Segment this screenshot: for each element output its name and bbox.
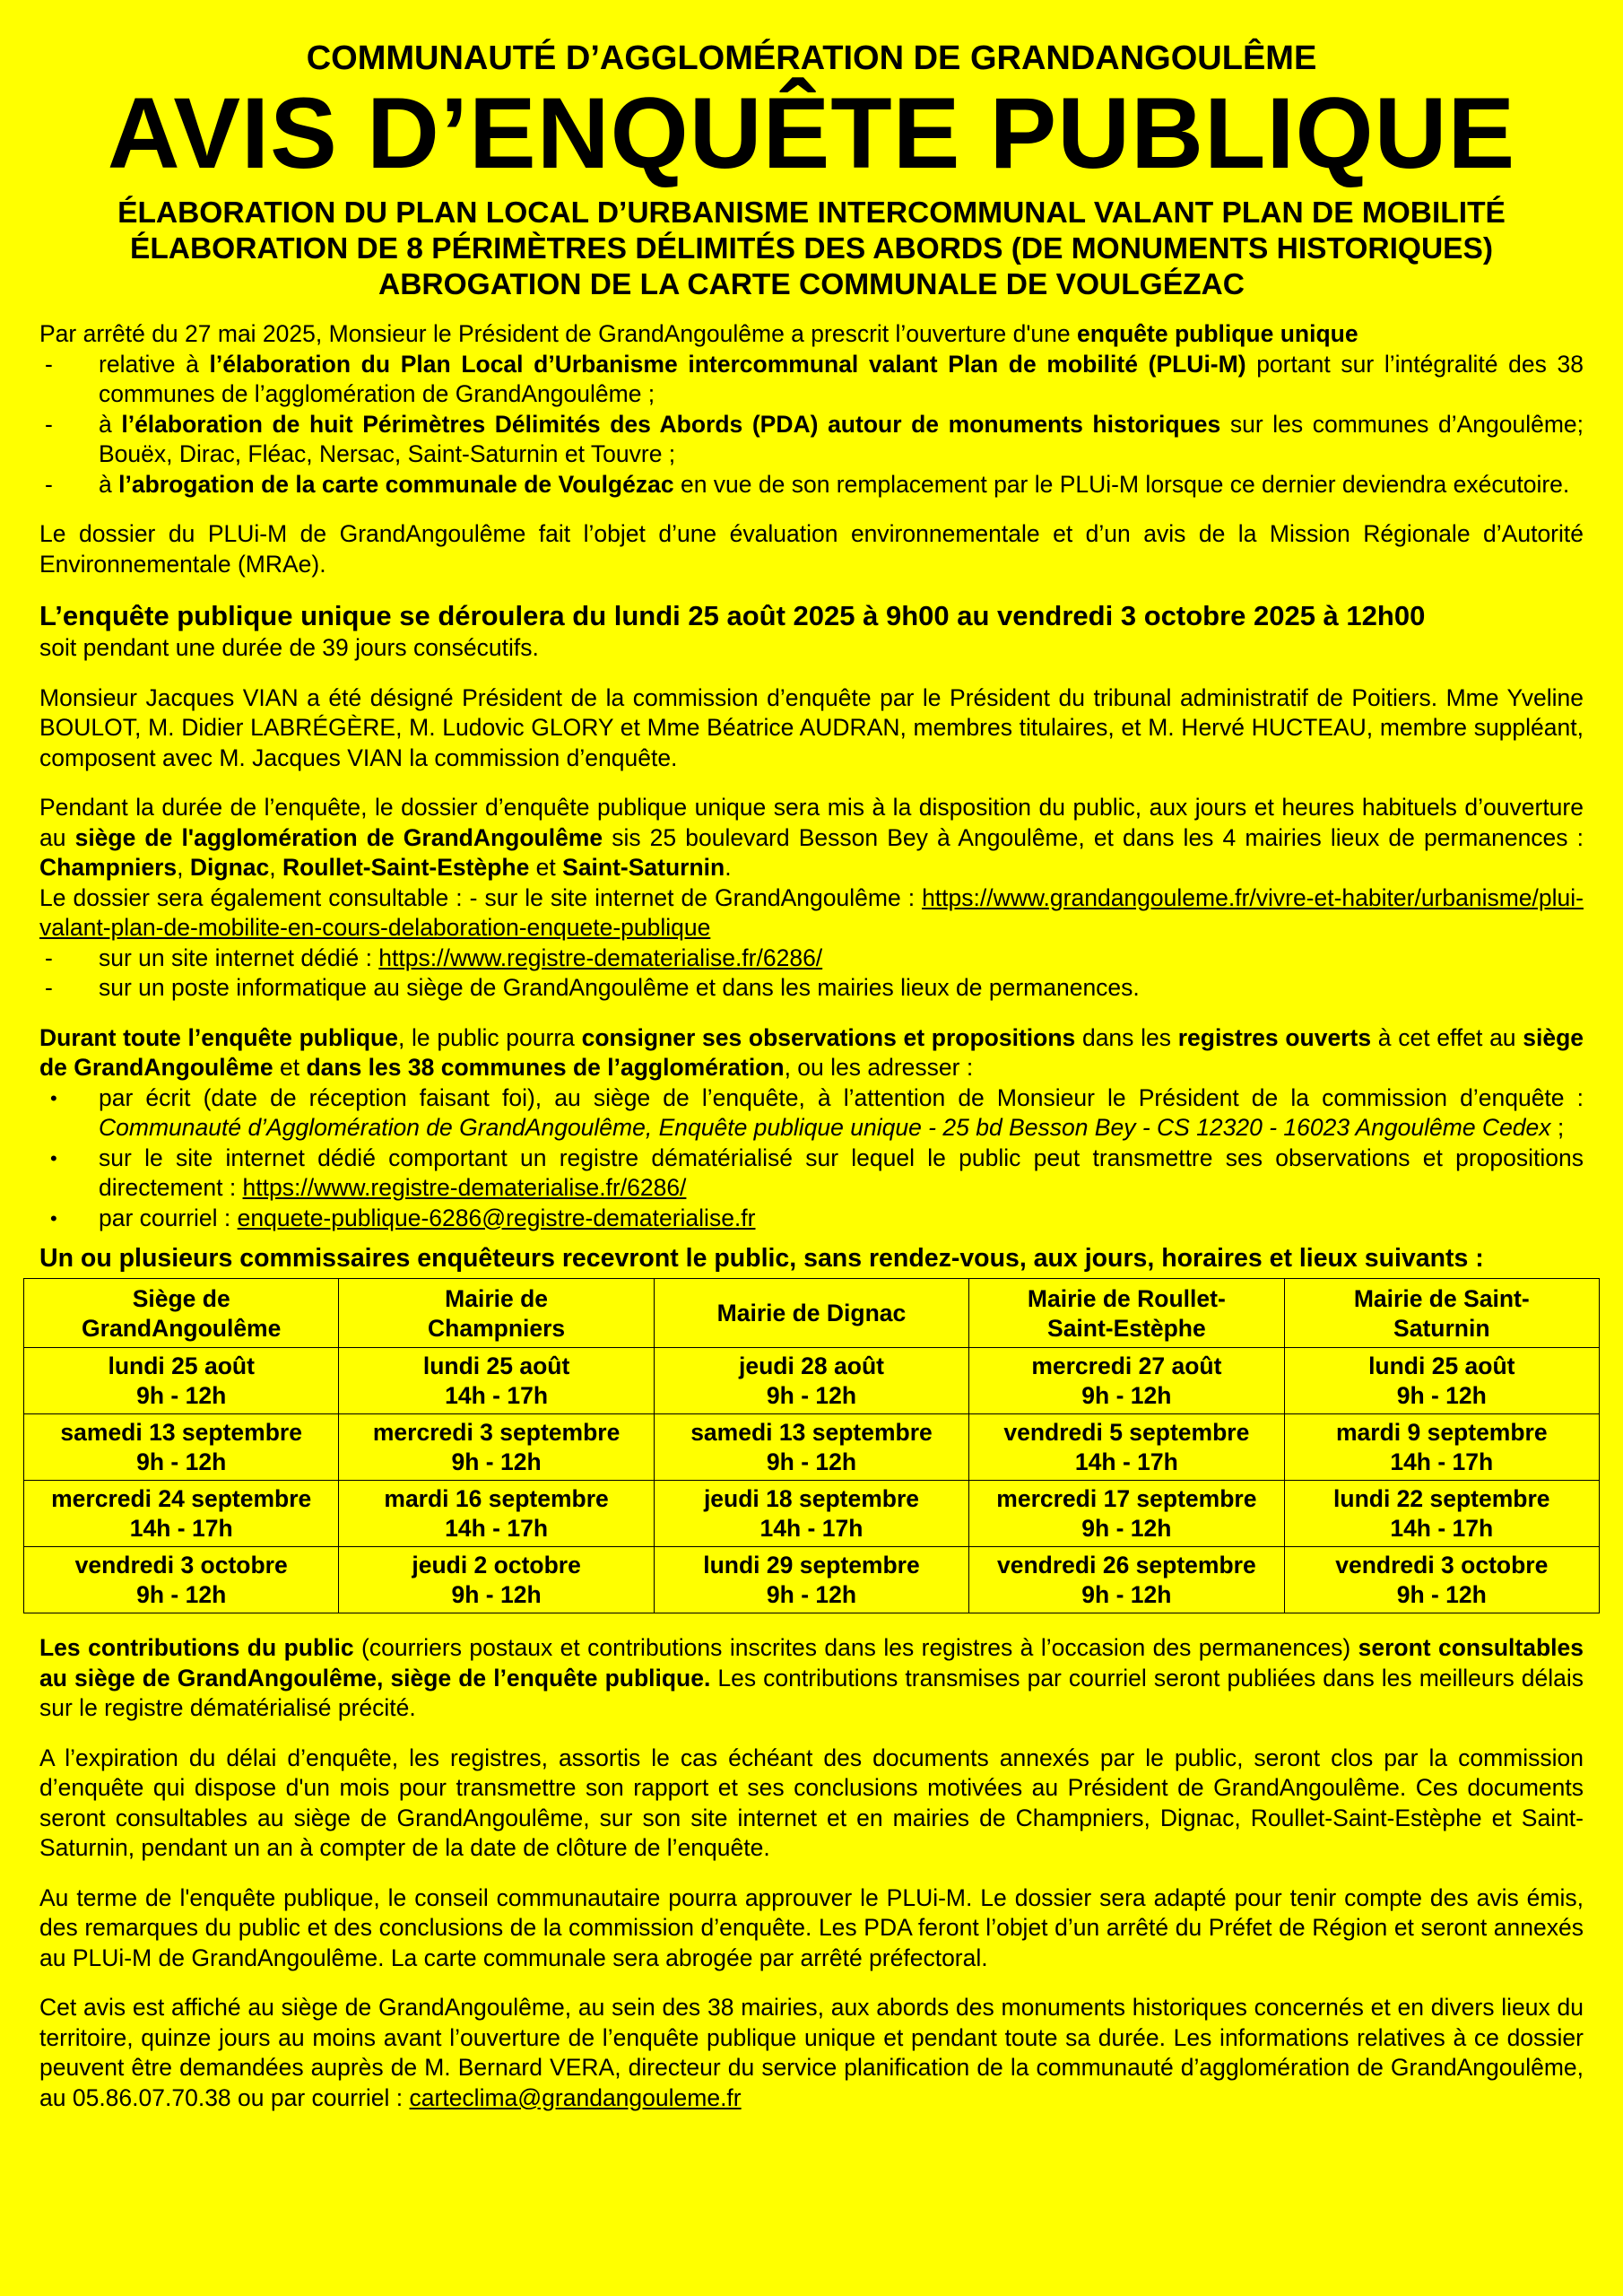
- affichage-paragraph: Cet avis est affiché au siège de GrandAngoulême, au sein des 38 mairies, aux abords des monuments historiques concernés et en divers lieux du territoire, quinze jours au moins avant l’ouverture de l’enquête publique unique et pendant toute sa durée. Les informations relatives à ce dossier peuvent être demandées auprès de M. Bernard VERA, directeur du service planification de la communauté d’agglomération de GrandAngoulême, au 05.86.07.70.38 ou par courriel : carteclima@grandangouleme.fr: [39, 1994, 1584, 2111]
- table-cell: mercredi 3 septembre 9h - 12h: [339, 1414, 654, 1481]
- table-row: [24, 1481, 1600, 1547]
- intro-paragraph: Par arrêté du 27 mai 2025, Monsieur le Président de GrandAngoulême a prescrit l’ouverture d'une enquête publique unique: [39, 320, 1358, 347]
- contributions-paragraph: Les contributions du public (courriers postaux et contributions inscrites dans les registres à l’occasion des permanences) seront consultables au siège de GrandAngoulême, siège de l’enquête publique. Les contributions transmises par courriel seront publiées dans les meilleurs délais sur le registre dématérialisé précité.: [39, 1634, 1584, 1721]
- column-header: Mairie de Dignac: [654, 1279, 968, 1348]
- table-cell: samedi 13 septembre 9h - 12h: [24, 1414, 339, 1481]
- table-header-row: [24, 1279, 1600, 1348]
- email-link[interactable]: enquete-publique-6286@registre-dematerialise.fr: [237, 1204, 756, 1231]
- table-cell: lundi 29 septembre 9h - 12h: [654, 1547, 968, 1613]
- schedule-body: [24, 1348, 1600, 1613]
- list-item: - à l’élaboration de huit Périmètres Délimités des Abords (PDA) autour de monuments historiques sur les communes d’Angoulême; Bouëx, Dirac, Fléac, Nersac, Saint-Saturnin et Touvre ;: [45, 410, 1584, 467]
- table-cell: mercredi 24 septembre 14h - 17h: [24, 1481, 339, 1547]
- table-cell: samedi 13 septembre 9h - 12h: [654, 1414, 968, 1481]
- registre-link[interactable]: https://www.registre-dematerialise.fr/6286/: [378, 944, 823, 971]
- list-item: • sur le site internet dédié comportant un registre dématérialisé sur lequel le public peut transmettre ses observations et propositions directement : https://www.registre-dematerialise.fr/6286/: [50, 1144, 1584, 1201]
- table-cell: vendredi 3 octobre 9h - 12h: [1284, 1547, 1599, 1613]
- table-cell: lundi 22 septembre 14h - 17h: [1284, 1481, 1599, 1547]
- table-cell: vendredi 5 septembre 14h - 17h: [969, 1414, 1284, 1481]
- expiration-paragraph: A l’expiration du délai d’enquête, les registres, assortis le cas échéant des documents annexés par le public, seront clos par la commission d’enquête qui dispose d'un mois pour transmettre son rapport et ses conclusions motivées au Président de GrandAngoulême. Ces documents seront consultables au siège de GrandAngoulême, sur son site internet et en mairies de Champniers, Dignac, Roullet-Saint-Estèphe et Saint-Saturnin, pendant un an à compter de la date de clôture de l’enquête.: [39, 1744, 1584, 1861]
- registre-link[interactable]: https://www.registre-dematerialise.fr/6286/: [242, 1174, 687, 1201]
- list-item: • par courriel : enquete-publique-6286@registre-dematerialise.fr: [50, 1204, 756, 1231]
- table-cell: vendredi 26 septembre 9h - 12h: [969, 1547, 1284, 1613]
- table-cell: mardi 16 septembre 14h - 17h: [339, 1481, 654, 1547]
- table-cell: lundi 25 août 9h - 12h: [24, 1348, 339, 1414]
- table-cell: jeudi 2 octobre 9h - 12h: [339, 1547, 654, 1613]
- dossier-paragraph: Pendant la durée de l’enquête, le dossier d’enquête publique unique sera mis à la disposition du public, aux jours et heures habituels d’ouverture au siège de l'agglomération de GrandAngoulême sis 25 boulevard Besson Bey à Angoulême, et dans les 4 mairies lieux de permanences : Champniers, Dignac, Roullet-Saint-Estèphe et Saint-Saturnin.: [39, 794, 1584, 881]
- dates-headline: L’enquête publique unique se déroulera du lundi 25 août 2025 à 9h00 au vendredi 3 octobre 2025 à 12h00: [39, 600, 1426, 631]
- table-cell: vendredi 3 octobre 9h - 12h: [24, 1547, 339, 1613]
- table-cell: jeudi 18 septembre 14h - 17h: [654, 1481, 968, 1547]
- table-cell: mercredi 27 août 9h - 12h: [969, 1348, 1284, 1414]
- evaluation-paragraph: Le dossier du PLUi-M de GrandAngoulême fait l’objet d’une évaluation environnementale et d’un avis de la Mission Régionale d’Autorité Environnementale (MRAe).: [39, 520, 1584, 578]
- contact-email-link[interactable]: carteclima@grandangouleme.fr: [409, 2083, 742, 2111]
- intro-list: [39, 350, 1584, 500]
- subtitles: [39, 196, 1584, 303]
- schedule-table: [23, 1278, 1600, 1613]
- duration-text: soit pendant une durée de 39 jours consécutifs.: [39, 634, 539, 661]
- list-item: - relative à l’élaboration du Plan Local d’Urbanisme intercommunal valant Plan de mobilité (PLUi-M) portant sur l’intégralité des 38 communes de l’agglomération de GrandAngoulême ;: [45, 350, 1584, 407]
- table-cell: lundi 25 août 14h - 17h: [339, 1348, 654, 1414]
- subtitle-pda: ÉLABORATION DE 8 PÉRIMÈTRES DÉLIMITÉS DES ABORDS (DE MONUMENTS HISTORIQUES): [129, 232, 1493, 265]
- schedule-title: Un ou plusieurs commissaires enquêteurs recevront le public, sans rendez-vous, aux jours, horaires et lieux suivants :: [39, 1244, 1484, 1273]
- observations-list: [39, 1083, 1584, 1234]
- list-item: - sur un site internet dédié : https://www.registre-dematerialise.fr/6286/: [45, 944, 823, 971]
- list-item: - sur un poste informatique au siège de GrandAngoulême et dans les mairies lieux de permanences.: [45, 974, 1140, 1001]
- dossier-list: [39, 944, 1584, 1004]
- commission-paragraph: Monsieur Jacques VIAN a été désigné Président de la commission d’enquête par le Président du tribunal administratif de Poitiers. Mme Yveline BOULOT, M. Didier LABRÉGÈRE, M. Ludovic GLORY et Mme Béatrice AUDRAN, membres titulaires, et M. Hervé HUCTEAU, membre suppléant, composent avec M. Jacques VIAN la commission d’enquête.: [39, 683, 1584, 771]
- subtitle-plui: ÉLABORATION DU PLAN LOCAL D’URBANISME INTERCOMMUNAL VALANT PLAN DE MOBILITÉ: [117, 196, 1506, 230]
- table-cell: mardi 9 septembre 14h - 17h: [1284, 1414, 1599, 1481]
- table-cell: lundi 25 août 9h - 12h: [1284, 1348, 1599, 1414]
- column-header: Siège de GrandAngoulême: [24, 1279, 339, 1348]
- table-cell: jeudi 28 août 9h - 12h: [654, 1348, 968, 1414]
- dossier-online-paragraph: Le dossier sera également consultable : - sur le site internet de GrandAngoulême : https://www.grandangouleme.fr/vivre-et-habiter/urbanisme/plui-valant-plan-de-mobilite-en-cours-delaboration-enquete-publique: [39, 883, 1584, 941]
- observations-paragraph: Durant toute l’enquête publique, le public pourra consigner ses observations et propositions dans les registres ouverts à cet effet au siège de GrandAngoulême et dans les 38 communes de l’agglomération, ou les adresser :: [39, 1023, 1584, 1081]
- table-cell: mercredi 17 septembre 9h - 12h: [969, 1481, 1284, 1547]
- conclusion-paragraph: Au terme de l'enquête publique, le conseil communautaire pourra approuver le PLUi-M. Le dossier sera adapté pour tenir compte des avis émis, des remarques du public et des conclusions de la commission d’enquête. Les PDA feront l’objet d’un arrêté du Préfet de Région et seront annexés au PLUi-M de GrandAngoulême. La carte communale sera abrogée par arrêté préfectoral.: [39, 1883, 1584, 1971]
- subtitle-carte: ABROGATION DE LA CARTE COMMUNALE DE VOULGÉZAC: [378, 268, 1245, 301]
- table-row: [24, 1348, 1600, 1414]
- table-row: [24, 1414, 1600, 1481]
- notice-title: AVIS D’ENQUÊTE PUBLIQUE: [107, 77, 1516, 189]
- column-header: Mairie de Champniers: [339, 1279, 654, 1348]
- table-row: [24, 1547, 1600, 1613]
- organization-heading: COMMUNAUTÉ D’AGGLOMÉRATION DE GRANDANGOULÊME: [306, 39, 1317, 77]
- list-item: • par écrit (date de réception faisant foi), au siège de l’enquête, à l’attention de Monsieur le Président de la commission d’enquête : Communauté d’Agglomération de GrandAngoulême, Enquête publique unique - 25 bd Besson Bey - CS 12320 - 16023 Angoulême Cedex ;: [50, 1083, 1584, 1141]
- grandangouleme-link[interactable]: https://www.grandangouleme.fr/vivre-et-habiter/urbanisme/plui-valant-plan-de-mobilite-en-cours-delaboration-enquete-publique: [39, 883, 1584, 941]
- list-item: - à l’abrogation de la carte communale de Voulgézac en vue de son remplacement par le PLUi-M lorsque ce dernier deviendra exécutoire.: [45, 470, 1570, 498]
- column-header: Mairie de Saint- Saturnin: [1284, 1279, 1599, 1348]
- column-header: Mairie de Roullet- Saint-Estèphe: [969, 1279, 1284, 1348]
